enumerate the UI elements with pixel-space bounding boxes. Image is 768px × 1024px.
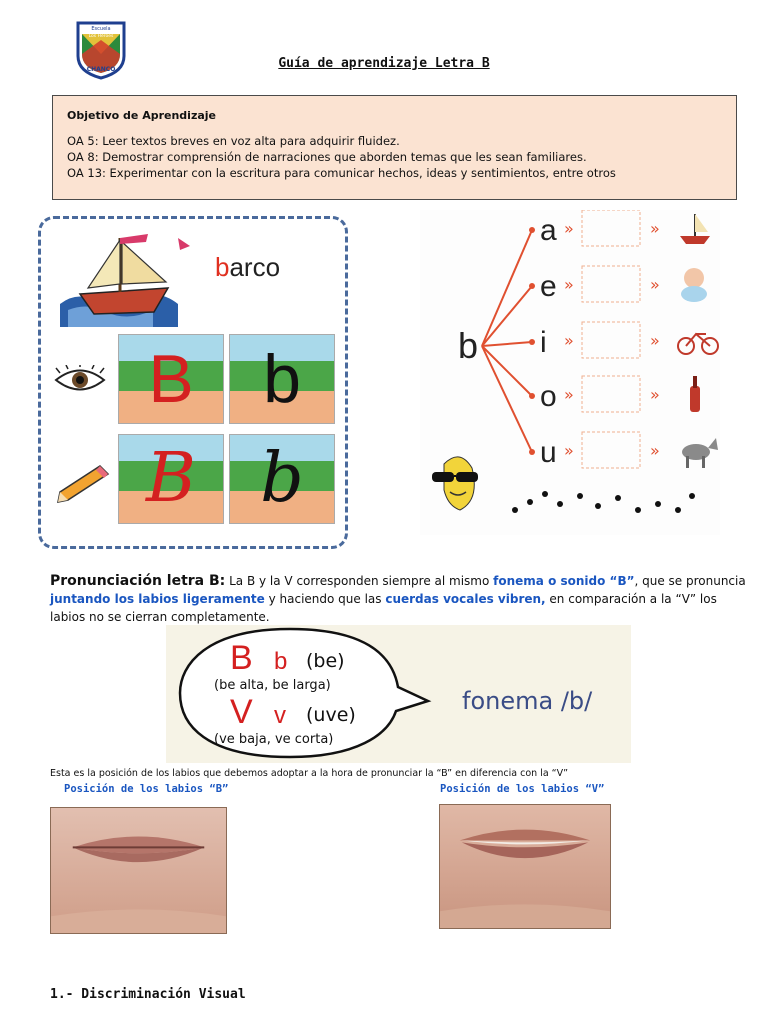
chevron-arrow: » [564,385,574,404]
chevron-arrow: » [650,331,660,350]
chevron-arrow: » [650,385,660,404]
tile-print-lower [229,334,335,424]
page-title: Guía de aprendizaje Letra B [278,56,490,71]
diagram-consonant: b [458,325,479,366]
chevron-arrow: » [650,441,660,460]
vowel-letter: a [540,214,557,247]
pronunciation-highlight: juntando los labios ligeramente [50,592,265,606]
lips-v-label: Posición de los labios “V” [440,783,605,795]
chevron-arrow: » [650,275,660,294]
vowel-letter: u [540,436,557,469]
school-logo [74,20,128,80]
pronunciation-paragraph [50,572,750,626]
logo-line1: Escuela [91,26,111,32]
glyph-script-lower: b [260,439,304,518]
vowel-letter: o [540,380,557,413]
chevron-arrow: » [564,331,574,350]
vowel-letter: i [540,326,547,359]
pencil-icon [52,462,112,504]
tile-script-lower [229,434,335,524]
pronunciation-highlight: cuerdas vocales vibren, [385,592,546,606]
pronunciation-highlight: fonema o sonido “B” [493,574,635,588]
vowel-letter: e [540,270,557,303]
objective-item: OA 8: Demostrar comprensión de narraciones que aborden temas que les sean familiares. [67,150,587,164]
tile-print-upper [118,334,224,424]
lips-b-photo [50,807,227,934]
tile-script-upper [118,434,224,524]
pronunciation-lead: Pronunciación letra B: [50,573,226,589]
pronunciation-text: en comparación a la “V” los labios no se cierran completamente. [50,592,717,624]
arrow-head [529,227,535,233]
barco-word [215,252,280,283]
barco-word-rest: arco [229,252,281,282]
barco-word-first: b [215,252,230,282]
chevron-arrow: » [650,219,660,238]
phoneme-b-upper: B [230,639,253,677]
objective-item: OA 13: Experimentar con la escritura para comunicar hechos, ideas y sentimientos, entre otros [67,166,616,180]
glyph-print-upper: B [148,341,194,417]
phoneme-label: fonema /b/ [462,687,593,715]
objectives-box [52,95,737,200]
pronunciation-text: y haciendo que las [264,592,386,606]
phoneme-b-lower: b [274,648,288,675]
glyph-script-upper: B [146,439,196,518]
objectives-heading: Objetivo de Aprendizaje [67,109,217,122]
phoneme-b-name: (be) [306,650,345,672]
arrow-head [529,393,535,399]
arrow-head [529,449,535,455]
phoneme-v-name: (uve) [306,704,356,726]
vowel-diagram [420,210,720,535]
lips-note: Esta es la posición de los labios que debemos adoptar a la hora de pronunciar la “B” en diferencia con la “V” [50,768,569,779]
pronunciation-text: La B y la V corresponden siempre al mismo [225,574,494,588]
lips-b-label: Posición de los labios “B” [64,783,229,795]
arrow-head [529,283,535,289]
phoneme-illustration [166,625,631,763]
lips-v-photo [439,804,611,929]
phoneme-v-lower: v [274,702,286,729]
chevron-arrow: » [564,275,574,294]
eye-icon [54,365,106,395]
arrow-head [529,339,535,345]
section-heading: 1.- Discriminación Visual [50,987,246,1002]
chevron-arrow: » [564,441,574,460]
chevron-arrow: » [564,219,574,238]
objective-item: OA 5: Leer textos breves en voz alta para adquirir fluidez. [67,134,400,148]
phoneme-v-desc: (ve baja, ve corta) [214,732,334,747]
phoneme-b-desc: (be alta, be larga) [214,678,331,693]
logo-line3: CHANCO [86,66,116,73]
logo-line2: Los Héroes [88,34,114,39]
glyph-print-lower: b [263,341,301,417]
phoneme-v-upper: V [230,693,253,731]
pronunciation-text: , que se pronuncia [634,574,746,588]
boat-illustration [58,232,198,327]
